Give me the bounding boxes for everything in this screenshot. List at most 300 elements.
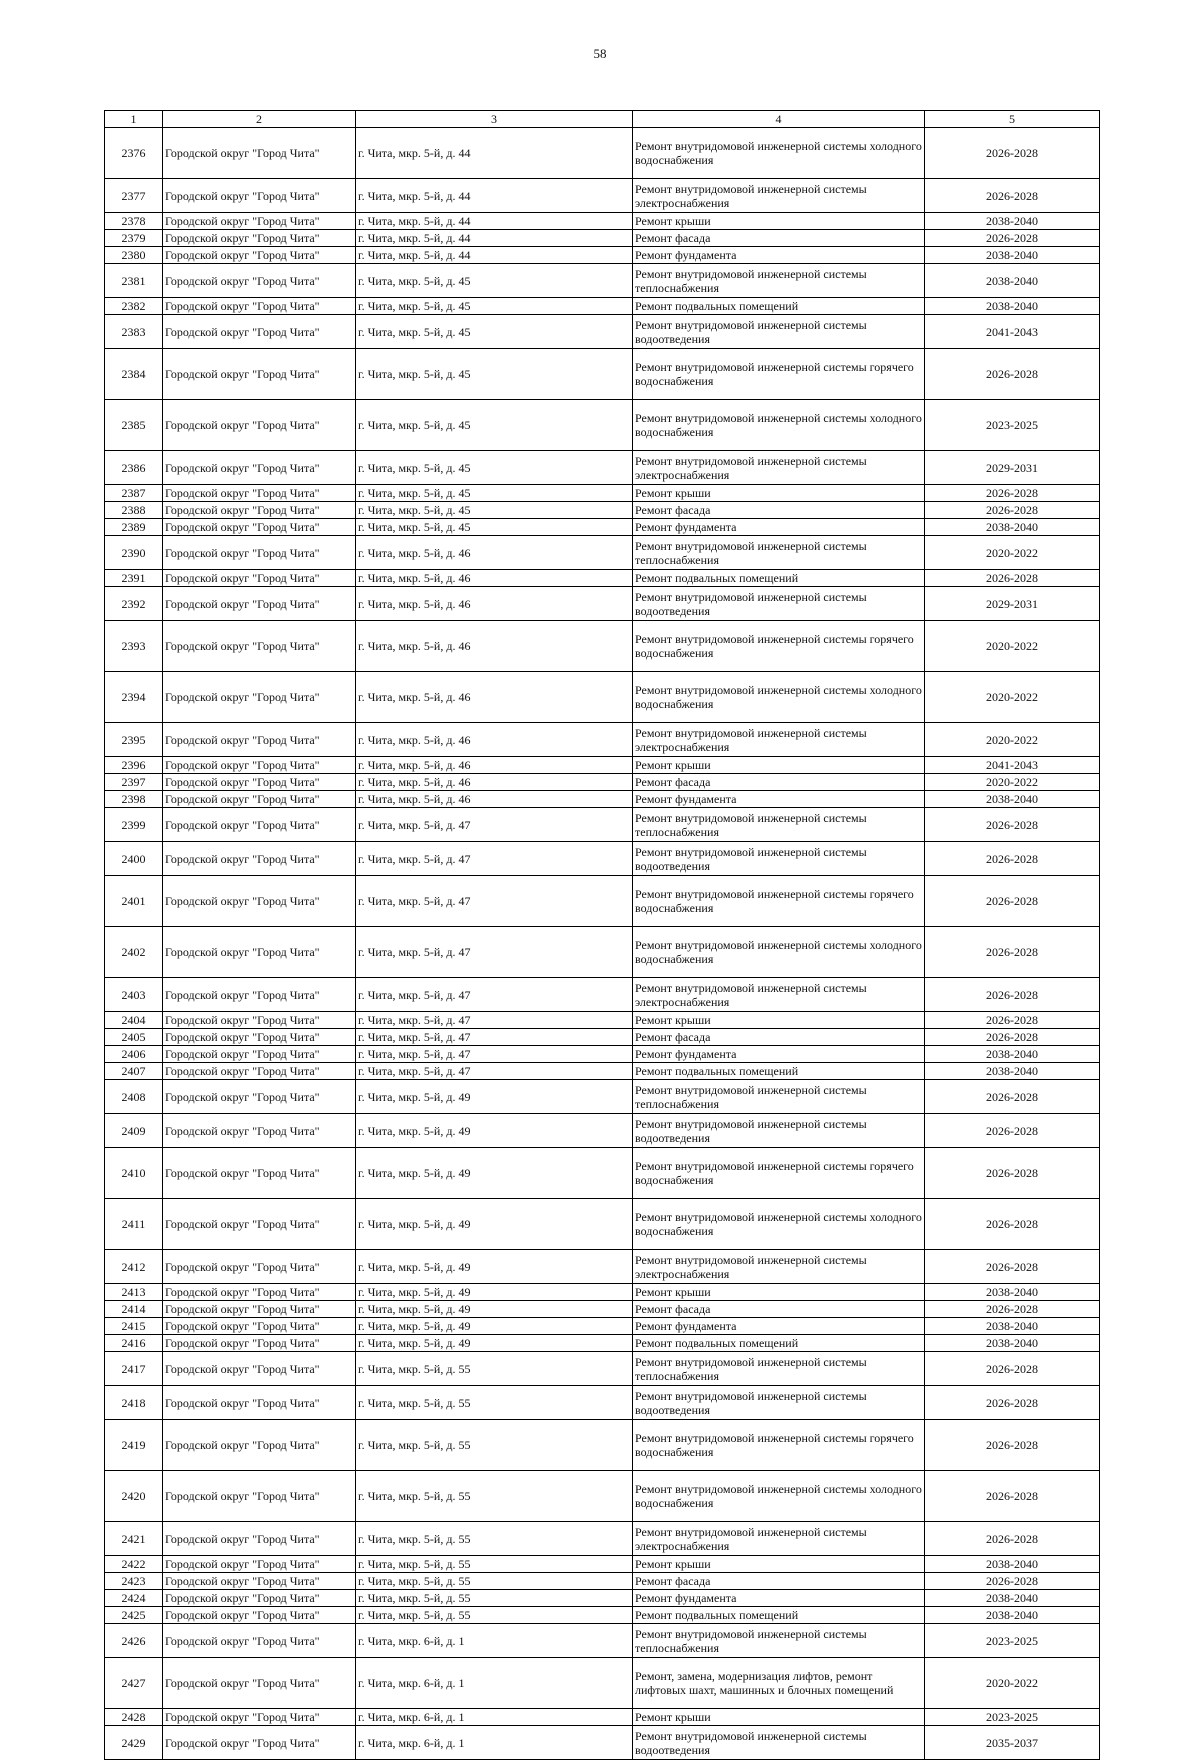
period-cell: 2023-2025 [925, 1709, 1100, 1726]
address-cell: г. Чита, мкр. 6-й, д. 1 [356, 1726, 633, 1760]
table-row [105, 1199, 1100, 1250]
column-number-row [105, 111, 1100, 128]
row-number-cell: 2421 [105, 1522, 163, 1556]
address-cell: г. Чита, мкр. 5-й, д. 46 [356, 757, 633, 774]
address-cell: г. Чита, мкр. 5-й, д. 47 [356, 1046, 633, 1063]
table-row [105, 1301, 1100, 1318]
column-header: 5 [925, 111, 1100, 128]
municipality-cell: Городской округ "Город Чита" [163, 349, 356, 400]
address-cell: г. Чита, мкр. 6-й, д. 1 [356, 1624, 633, 1658]
row-number-cell: 2416 [105, 1335, 163, 1352]
row-number-cell: 2404 [105, 1012, 163, 1029]
period-cell: 2041-2043 [925, 315, 1100, 349]
table-row [105, 1420, 1100, 1471]
row-number-cell: 2417 [105, 1352, 163, 1386]
period-cell: 2026-2028 [925, 1114, 1100, 1148]
period-cell: 2038-2040 [925, 519, 1100, 536]
municipality-cell: Городской округ "Город Чита" [163, 179, 356, 213]
work-type-cell: Ремонт, замена, модернизация лифтов, ремонт лифтовых шахт, машинных и блочных помещений [633, 1658, 925, 1709]
work-type-cell: Ремонт внутридомовой инженерной системы теплоснабжения [633, 264, 925, 298]
period-cell: 2038-2040 [925, 1590, 1100, 1607]
table-row [105, 1114, 1100, 1148]
row-number-cell: 2377 [105, 179, 163, 213]
municipality-cell: Городской округ "Город Чита" [163, 1420, 356, 1471]
period-cell: 2026-2028 [925, 876, 1100, 927]
period-cell: 2026-2028 [925, 1522, 1100, 1556]
work-type-cell: Ремонт фундамента [633, 1046, 925, 1063]
address-cell: г. Чита, мкр. 5-й, д. 47 [356, 1063, 633, 1080]
table-row [105, 927, 1100, 978]
period-cell: 2038-2040 [925, 213, 1100, 230]
work-type-cell: Ремонт внутридомовой инженерной системы водоотведения [633, 587, 925, 621]
work-type-cell: Ремонт подвальных помещений [633, 1335, 925, 1352]
table-row [105, 1335, 1100, 1352]
address-cell: г. Чита, мкр. 5-й, д. 49 [356, 1284, 633, 1301]
municipality-cell: Городской округ "Город Чита" [163, 213, 356, 230]
period-cell: 2038-2040 [925, 791, 1100, 808]
municipality-cell: Городской округ "Город Чита" [163, 1658, 356, 1709]
address-cell: г. Чита, мкр. 5-й, д. 45 [356, 298, 633, 315]
municipality-cell: Городской округ "Город Чита" [163, 1386, 356, 1420]
work-type-cell: Ремонт фасада [633, 1029, 925, 1046]
address-cell: г. Чита, мкр. 5-й, д. 45 [356, 519, 633, 536]
work-type-cell: Ремонт крыши [633, 1012, 925, 1029]
address-cell: г. Чита, мкр. 5-й, д. 55 [356, 1386, 633, 1420]
repair-schedule-table [104, 110, 1100, 1760]
period-cell: 2023-2025 [925, 400, 1100, 451]
table-row [105, 536, 1100, 570]
table-row [105, 570, 1100, 587]
municipality-cell: Городской округ "Город Чита" [163, 1029, 356, 1046]
municipality-cell: Городской округ "Город Чита" [163, 876, 356, 927]
table-row [105, 1352, 1100, 1386]
address-cell: г. Чита, мкр. 5-й, д. 55 [356, 1471, 633, 1522]
table-row [105, 451, 1100, 485]
table-row [105, 349, 1100, 400]
table-row [105, 1471, 1100, 1522]
municipality-cell: Городской округ "Город Чита" [163, 1471, 356, 1522]
work-type-cell: Ремонт внутридомовой инженерной системы электроснабжения [633, 1250, 925, 1284]
period-cell: 2038-2040 [925, 247, 1100, 264]
period-cell: 2026-2028 [925, 349, 1100, 400]
municipality-cell: Городской округ "Город Чита" [163, 1335, 356, 1352]
address-cell: г. Чита, мкр. 5-й, д. 46 [356, 672, 633, 723]
work-type-cell: Ремонт крыши [633, 1556, 925, 1573]
table-row [105, 519, 1100, 536]
municipality-cell: Городской округ "Город Чита" [163, 264, 356, 298]
table-row [105, 1063, 1100, 1080]
address-cell: г. Чита, мкр. 5-й, д. 55 [356, 1420, 633, 1471]
row-number-cell: 2405 [105, 1029, 163, 1046]
work-type-cell: Ремонт внутридомовой инженерной системы теплоснабжения [633, 1352, 925, 1386]
municipality-cell: Городской округ "Город Чита" [163, 1726, 356, 1760]
address-cell: г. Чита, мкр. 5-й, д. 47 [356, 1012, 633, 1029]
table-row [105, 502, 1100, 519]
municipality-cell: Городской округ "Город Чита" [163, 1709, 356, 1726]
work-type-cell: Ремонт фундамента [633, 519, 925, 536]
table-row [105, 213, 1100, 230]
municipality-cell: Городской округ "Город Чита" [163, 1284, 356, 1301]
address-cell: г. Чита, мкр. 5-й, д. 45 [356, 485, 633, 502]
table-row [105, 179, 1100, 213]
address-cell: г. Чита, мкр. 5-й, д. 46 [356, 587, 633, 621]
work-type-cell: Ремонт крыши [633, 757, 925, 774]
row-number-cell: 2386 [105, 451, 163, 485]
municipality-cell: Городской округ "Город Чита" [163, 1046, 356, 1063]
address-cell: г. Чита, мкр. 5-й, д. 46 [356, 570, 633, 587]
row-number-cell: 2424 [105, 1590, 163, 1607]
work-type-cell: Ремонт фасада [633, 1573, 925, 1590]
table-row [105, 1012, 1100, 1029]
address-cell: г. Чита, мкр. 5-й, д. 55 [356, 1573, 633, 1590]
work-type-cell: Ремонт внутридомовой инженерной системы водоотведения [633, 315, 925, 349]
column-header: 3 [356, 111, 633, 128]
row-number-cell: 2401 [105, 876, 163, 927]
municipality-cell: Городской округ "Город Чита" [163, 451, 356, 485]
table-row [105, 1250, 1100, 1284]
row-number-cell: 2398 [105, 791, 163, 808]
work-type-cell: Ремонт внутридомовой инженерной системы холодного водоснабжения [633, 1471, 925, 1522]
table-row [105, 1148, 1100, 1199]
table-row [105, 723, 1100, 757]
work-type-cell: Ремонт фундамента [633, 1590, 925, 1607]
row-number-cell: 2419 [105, 1420, 163, 1471]
address-cell: г. Чита, мкр. 5-й, д. 45 [356, 315, 633, 349]
address-cell: г. Чита, мкр. 5-й, д. 47 [356, 1029, 633, 1046]
row-number-cell: 2383 [105, 315, 163, 349]
period-cell: 2026-2028 [925, 1199, 1100, 1250]
work-type-cell: Ремонт внутридомовой инженерной системы электроснабжения [633, 723, 925, 757]
work-type-cell: Ремонт подвальных помещений [633, 1607, 925, 1624]
period-cell: 2038-2040 [925, 1046, 1100, 1063]
municipality-cell: Городской округ "Город Чита" [163, 774, 356, 791]
work-type-cell: Ремонт внутридомовой инженерной системы водоотведения [633, 1114, 925, 1148]
row-number-cell: 2426 [105, 1624, 163, 1658]
address-cell: г. Чита, мкр. 5-й, д. 45 [356, 400, 633, 451]
municipality-cell: Городской округ "Город Чита" [163, 315, 356, 349]
row-number-cell: 2402 [105, 927, 163, 978]
work-type-cell: Ремонт внутридомовой инженерной системы теплоснабжения [633, 808, 925, 842]
address-cell: г. Чита, мкр. 5-й, д. 55 [356, 1607, 633, 1624]
period-cell: 2026-2028 [925, 502, 1100, 519]
municipality-cell: Городской округ "Город Чита" [163, 536, 356, 570]
work-type-cell: Ремонт внутридомовой инженерной системы электроснабжения [633, 1522, 925, 1556]
period-cell: 2020-2022 [925, 621, 1100, 672]
work-type-cell: Ремонт внутридомовой инженерной системы электроснабжения [633, 179, 925, 213]
work-type-cell: Ремонт внутридомовой инженерной системы холодного водоснабжения [633, 128, 925, 179]
period-cell: 2026-2028 [925, 842, 1100, 876]
table-row [105, 876, 1100, 927]
address-cell: г. Чита, мкр. 5-й, д. 47 [356, 876, 633, 927]
table-row [105, 247, 1100, 264]
address-cell: г. Чита, мкр. 5-й, д. 46 [356, 723, 633, 757]
work-type-cell: Ремонт внутридомовой инженерной системы холодного водоснабжения [633, 672, 925, 723]
work-type-cell: Ремонт крыши [633, 1284, 925, 1301]
period-cell: 2026-2028 [925, 1012, 1100, 1029]
row-number-cell: 2420 [105, 1471, 163, 1522]
municipality-cell: Городской округ "Город Чита" [163, 1556, 356, 1573]
row-number-cell: 2413 [105, 1284, 163, 1301]
row-number-cell: 2385 [105, 400, 163, 451]
column-header: 1 [105, 111, 163, 128]
row-number-cell: 2428 [105, 1709, 163, 1726]
table-row [105, 757, 1100, 774]
period-cell: 2026-2028 [925, 485, 1100, 502]
address-cell: г. Чита, мкр. 5-й, д. 47 [356, 842, 633, 876]
table-row [105, 621, 1100, 672]
period-cell: 2026-2028 [925, 230, 1100, 247]
row-number-cell: 2387 [105, 485, 163, 502]
table-row [105, 1573, 1100, 1590]
address-cell: г. Чита, мкр. 5-й, д. 55 [356, 1522, 633, 1556]
period-cell: 2026-2028 [925, 179, 1100, 213]
work-type-cell: Ремонт внутридомовой инженерной системы электроснабжения [633, 978, 925, 1012]
row-number-cell: 2410 [105, 1148, 163, 1199]
table-row [105, 1029, 1100, 1046]
work-type-cell: Ремонт внутридомовой инженерной системы водоотведения [633, 1386, 925, 1420]
address-cell: г. Чита, мкр. 5-й, д. 46 [356, 536, 633, 570]
period-cell: 2026-2028 [925, 1250, 1100, 1284]
address-cell: г. Чита, мкр. 5-й, д. 47 [356, 978, 633, 1012]
row-number-cell: 2397 [105, 774, 163, 791]
period-cell: 2038-2040 [925, 1063, 1100, 1080]
address-cell: г. Чита, мкр. 5-й, д. 49 [356, 1335, 633, 1352]
municipality-cell: Городской округ "Город Чита" [163, 672, 356, 723]
period-cell: 2038-2040 [925, 264, 1100, 298]
work-type-cell: Ремонт фасада [633, 502, 925, 519]
row-number-cell: 2399 [105, 808, 163, 842]
work-type-cell: Ремонт крыши [633, 1709, 925, 1726]
row-number-cell: 2396 [105, 757, 163, 774]
period-cell: 2020-2022 [925, 536, 1100, 570]
address-cell: г. Чита, мкр. 5-й, д. 47 [356, 808, 633, 842]
row-number-cell: 2408 [105, 1080, 163, 1114]
column-header: 2 [163, 111, 356, 128]
municipality-cell: Городской округ "Город Чита" [163, 230, 356, 247]
table-row [105, 791, 1100, 808]
period-cell: 2026-2028 [925, 1148, 1100, 1199]
address-cell: г. Чита, мкр. 5-й, д. 46 [356, 791, 633, 808]
address-cell: г. Чита, мкр. 5-й, д. 44 [356, 230, 633, 247]
municipality-cell: Городской округ "Город Чита" [163, 1522, 356, 1556]
table-row [105, 315, 1100, 349]
table-row [105, 298, 1100, 315]
page-number: 58 [593, 46, 607, 61]
address-cell: г. Чита, мкр. 5-й, д. 49 [356, 1318, 633, 1335]
work-type-cell: Ремонт крыши [633, 485, 925, 502]
period-cell: 2038-2040 [925, 298, 1100, 315]
address-cell: г. Чита, мкр. 5-й, д. 49 [356, 1148, 633, 1199]
table-row [105, 400, 1100, 451]
municipality-cell: Городской округ "Город Чита" [163, 1318, 356, 1335]
column-header: 4 [633, 111, 925, 128]
work-type-cell: Ремонт крыши [633, 213, 925, 230]
period-cell: 2026-2028 [925, 1573, 1100, 1590]
period-cell: 2026-2028 [925, 1471, 1100, 1522]
row-number-cell: 2415 [105, 1318, 163, 1335]
work-type-cell: Ремонт внутридомовой инженерной системы теплоснабжения [633, 536, 925, 570]
row-number-cell: 2384 [105, 349, 163, 400]
period-cell: 2041-2043 [925, 757, 1100, 774]
period-cell: 2020-2022 [925, 1658, 1100, 1709]
work-type-cell: Ремонт внутридомовой инженерной системы холодного водоснабжения [633, 1199, 925, 1250]
row-number-cell: 2429 [105, 1726, 163, 1760]
municipality-cell: Городской округ "Город Чита" [163, 1148, 356, 1199]
table-row [105, 774, 1100, 791]
work-type-cell: Ремонт фундамента [633, 791, 925, 808]
work-type-cell: Ремонт внутридомовой инженерной системы теплоснабжения [633, 1624, 925, 1658]
work-type-cell: Ремонт внутридомовой инженерной системы холодного водоснабжения [633, 400, 925, 451]
period-cell: 2026-2028 [925, 570, 1100, 587]
period-cell: 2026-2028 [925, 978, 1100, 1012]
table-row [105, 842, 1100, 876]
row-number-cell: 2425 [105, 1607, 163, 1624]
row-number-cell: 2381 [105, 264, 163, 298]
work-type-cell: Ремонт подвальных помещений [633, 1063, 925, 1080]
period-cell: 2038-2040 [925, 1335, 1100, 1352]
row-number-cell: 2427 [105, 1658, 163, 1709]
work-type-cell: Ремонт фасада [633, 1301, 925, 1318]
municipality-cell: Городской округ "Город Чита" [163, 978, 356, 1012]
row-number-cell: 2388 [105, 502, 163, 519]
address-cell: г. Чита, мкр. 5-й, д. 44 [356, 247, 633, 264]
address-cell: г. Чита, мкр. 5-й, д. 45 [356, 349, 633, 400]
table-row [105, 808, 1100, 842]
work-type-cell: Ремонт внутридомовой инженерной системы электроснабжения [633, 451, 925, 485]
period-cell: 2026-2028 [925, 1029, 1100, 1046]
work-type-cell: Ремонт внутридомовой инженерной системы холодного водоснабжения [633, 927, 925, 978]
municipality-cell: Городской округ "Город Чита" [163, 1012, 356, 1029]
period-cell: 2026-2028 [925, 927, 1100, 978]
table-row [105, 1624, 1100, 1658]
row-number-cell: 2380 [105, 247, 163, 264]
municipality-cell: Городской округ "Город Чита" [163, 1590, 356, 1607]
table-row [105, 978, 1100, 1012]
work-type-cell: Ремонт внутридомовой инженерной системы водоотведения [633, 1726, 925, 1760]
municipality-cell: Городской округ "Город Чита" [163, 247, 356, 264]
address-cell: г. Чита, мкр. 5-й, д. 46 [356, 621, 633, 672]
period-cell: 2029-2031 [925, 587, 1100, 621]
row-number-cell: 2394 [105, 672, 163, 723]
address-cell: г. Чита, мкр. 5-й, д. 45 [356, 502, 633, 519]
row-number-cell: 2382 [105, 298, 163, 315]
table-row [105, 1658, 1100, 1709]
table-row [105, 1284, 1100, 1301]
work-type-cell: Ремонт фундамента [633, 1318, 925, 1335]
address-cell: г. Чита, мкр. 5-й, д. 49 [356, 1199, 633, 1250]
table-row [105, 1386, 1100, 1420]
address-cell: г. Чита, мкр. 5-й, д. 49 [356, 1080, 633, 1114]
municipality-cell: Городской округ "Город Чита" [163, 1199, 356, 1250]
work-type-cell: Ремонт внутридомовой инженерной системы горячего водоснабжения [633, 1148, 925, 1199]
period-cell: 2020-2022 [925, 723, 1100, 757]
municipality-cell: Городской округ "Город Чита" [163, 1080, 356, 1114]
address-cell: г. Чита, мкр. 6-й, д. 1 [356, 1658, 633, 1709]
table-row [105, 1607, 1100, 1624]
municipality-cell: Городской округ "Город Чита" [163, 485, 356, 502]
municipality-cell: Городской округ "Город Чита" [163, 1352, 356, 1386]
table-row [105, 1522, 1100, 1556]
table-row [105, 1046, 1100, 1063]
period-cell: 2029-2031 [925, 451, 1100, 485]
work-type-cell: Ремонт внутридомовой инженерной системы горячего водоснабжения [633, 1420, 925, 1471]
address-cell: г. Чита, мкр. 5-й, д. 55 [356, 1352, 633, 1386]
table-row [105, 1556, 1100, 1573]
row-number-cell: 2422 [105, 1556, 163, 1573]
work-type-cell: Ремонт внутридомовой инженерной системы теплоснабжения [633, 1080, 925, 1114]
row-number-cell: 2378 [105, 213, 163, 230]
row-number-cell: 2390 [105, 536, 163, 570]
row-number-cell: 2412 [105, 1250, 163, 1284]
row-number-cell: 2393 [105, 621, 163, 672]
table-row [105, 264, 1100, 298]
municipality-cell: Городской округ "Город Чита" [163, 1573, 356, 1590]
table-row [105, 1726, 1100, 1760]
municipality-cell: Городской округ "Город Чита" [163, 1250, 356, 1284]
municipality-cell: Городской округ "Город Чита" [163, 570, 356, 587]
table-row [105, 1590, 1100, 1607]
municipality-cell: Городской округ "Город Чита" [163, 621, 356, 672]
municipality-cell: Городской округ "Город Чита" [163, 1624, 356, 1658]
address-cell: г. Чита, мкр. 5-й, д. 49 [356, 1301, 633, 1318]
row-number-cell: 2406 [105, 1046, 163, 1063]
work-type-cell: Ремонт фасада [633, 230, 925, 247]
row-number-cell: 2423 [105, 1573, 163, 1590]
row-number-cell: 2389 [105, 519, 163, 536]
row-number-cell: 2407 [105, 1063, 163, 1080]
municipality-cell: Городской округ "Город Чита" [163, 400, 356, 451]
row-number-cell: 2414 [105, 1301, 163, 1318]
work-type-cell: Ремонт подвальных помещений [633, 570, 925, 587]
period-cell: 2026-2028 [925, 808, 1100, 842]
row-number-cell: 2392 [105, 587, 163, 621]
table-row [105, 128, 1100, 179]
period-cell: 2026-2028 [925, 1352, 1100, 1386]
address-cell: г. Чита, мкр. 5-й, д. 44 [356, 179, 633, 213]
row-number-cell: 2409 [105, 1114, 163, 1148]
municipality-cell: Городской округ "Город Чита" [163, 298, 356, 315]
table-row [105, 672, 1100, 723]
table-row [105, 587, 1100, 621]
address-cell: г. Чита, мкр. 6-й, д. 1 [356, 1709, 633, 1726]
address-cell: г. Чита, мкр. 5-й, д. 45 [356, 451, 633, 485]
work-type-cell: Ремонт внутридомовой инженерной системы водоотведения [633, 842, 925, 876]
period-cell: 2026-2028 [925, 128, 1100, 179]
table-row [105, 1080, 1100, 1114]
address-cell: г. Чита, мкр. 5-й, д. 49 [356, 1114, 633, 1148]
municipality-cell: Городской округ "Город Чита" [163, 791, 356, 808]
row-number-cell: 2418 [105, 1386, 163, 1420]
municipality-cell: Городской округ "Город Чита" [163, 1114, 356, 1148]
work-type-cell: Ремонт внутридомовой инженерной системы горячего водоснабжения [633, 349, 925, 400]
table-row [105, 1709, 1100, 1726]
row-number-cell: 2403 [105, 978, 163, 1012]
period-cell: 2038-2040 [925, 1607, 1100, 1624]
period-cell: 2038-2040 [925, 1556, 1100, 1573]
row-number-cell: 2391 [105, 570, 163, 587]
address-cell: г. Чита, мкр. 5-й, д. 44 [356, 213, 633, 230]
municipality-cell: Городской округ "Город Чита" [163, 723, 356, 757]
municipality-cell: Городской округ "Город Чита" [163, 757, 356, 774]
period-cell: 2038-2040 [925, 1284, 1100, 1301]
municipality-cell: Городской округ "Город Чита" [163, 128, 356, 179]
table-row [105, 1318, 1100, 1335]
work-type-cell: Ремонт внутридомовой инженерной системы горячего водоснабжения [633, 876, 925, 927]
row-number-cell: 2376 [105, 128, 163, 179]
table-row [105, 485, 1100, 502]
work-type-cell: Ремонт подвальных помещений [633, 298, 925, 315]
row-number-cell: 2411 [105, 1199, 163, 1250]
